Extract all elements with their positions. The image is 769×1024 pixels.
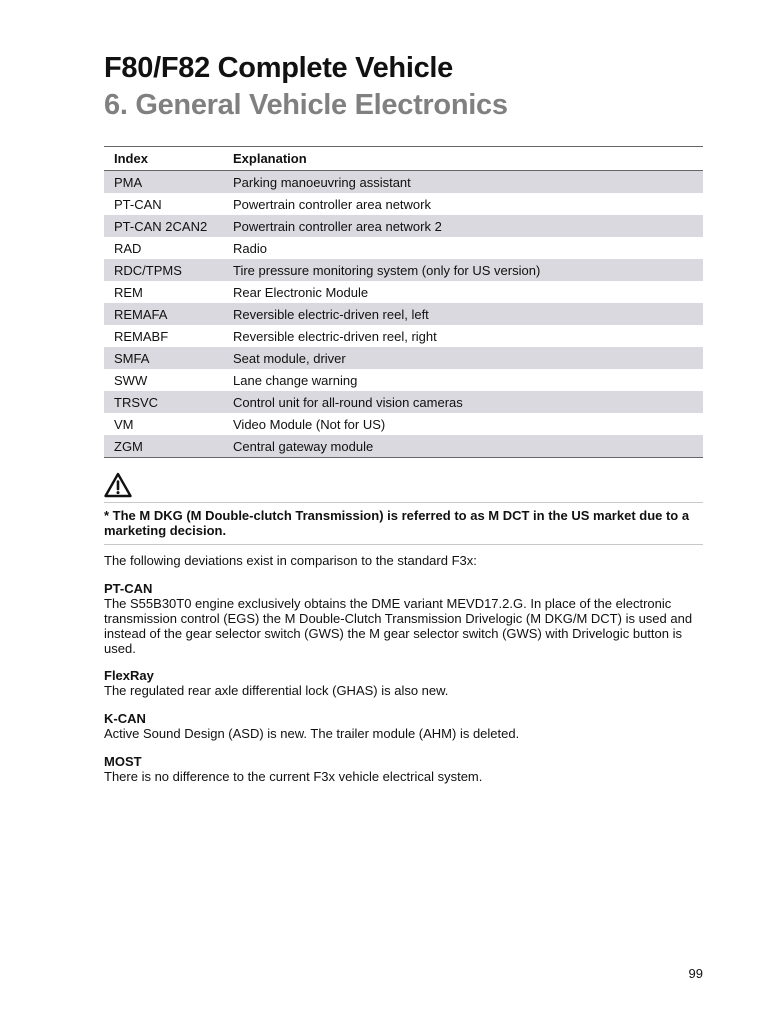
warning-triangle-icon [104,472,132,498]
section-heading: K-CAN [104,711,146,726]
transmission-note: * The M DKG (M Double-clutch Transmission) is referred to as M DCT in the US market due to a marketing decision. [104,502,703,545]
index-cell: TRSVC [114,394,159,410]
table-row [104,413,703,435]
table-header-row [104,147,703,171]
table-row [104,435,703,458]
explanation-cell: Central gateway module [233,438,374,454]
explanation-cell: Powertrain controller area network 2 [233,218,442,234]
index-cell: RAD [114,240,142,256]
intro-text: The following deviations exist in comparison to the standard F3x: [104,553,477,568]
explanation-cell: Reversible electric-driven reel, right [233,328,437,344]
section-text: There is no difference to the current F3x vehicle electrical system. [104,769,483,784]
abbreviation-table [104,146,703,458]
section-flexray [104,668,704,698]
index-cell: REM [114,284,143,300]
explanation-cell: Parking manoeuvring assistant [233,174,411,190]
index-cell: PT-CAN 2CAN2 [114,218,208,234]
explanation-cell: Control unit for all-round vision cameras [233,394,463,410]
table-row [104,259,703,281]
explanation-cell: Lane change warning [233,372,358,388]
chapter-title: 6. General Vehicle Electronics [104,89,508,121]
section-heading: MOST [104,754,142,769]
explanation-cell: Tire pressure monitoring system (only for US version) [233,262,541,278]
section-heading: FlexRay [104,668,154,683]
index-cell: SMFA [114,350,150,366]
table-row [104,391,703,413]
table-row [104,171,703,194]
index-cell: ZGM [114,438,143,454]
explanation-cell: Radio [233,240,267,256]
index-cell: REMABF [114,328,169,344]
section-text: The regulated rear axle differential lock (GHAS) is also new. [104,683,449,698]
table-row [104,215,703,237]
section-text: The S55B30T0 engine exclusively obtains the DME variant MEVD17.2.G. In place of the electronic transmission control (EGS) the M Double-Clutch Transmission Drivelogic (M DKG/M DCT) is used and instead of the gear selector switch (GWS) the M gear selector switch (GWS) with Drivelogic button is used. [104,596,693,656]
table-row [104,193,703,215]
explanation-cell: Powertrain controller area network [233,196,431,212]
column-header-explanation: Explanation [233,151,307,166]
section-k-can [104,711,704,741]
section-pt-can [104,581,704,656]
index-cell: PT-CAN [114,196,162,212]
index-cell: VM [114,416,134,432]
explanation-cell: Reversible electric-driven reel, left [233,306,429,322]
explanation-cell: Rear Electronic Module [233,284,369,300]
table-row [104,325,703,347]
section-most [104,754,704,784]
section-text: Active Sound Design (ASD) is new. The trailer module (AHM) is deleted. [104,726,520,741]
page-title: F80/F82 Complete Vehicle [104,52,453,84]
table-row [104,369,703,391]
index-cell: SWW [114,372,148,388]
index-cell: RDC/TPMS [114,262,182,278]
table-row [104,237,703,259]
section-heading: PT-CAN [104,581,153,596]
index-cell: REMAFA [114,306,168,322]
table-row [104,303,703,325]
column-header-index: Index [114,151,148,166]
table-row [104,281,703,303]
explanation-cell: Seat module, driver [233,350,346,366]
explanation-cell: Video Module (Not for US) [233,416,386,432]
page-number: 99 [688,966,703,981]
table-row [104,347,703,369]
index-cell: PMA [114,174,143,190]
